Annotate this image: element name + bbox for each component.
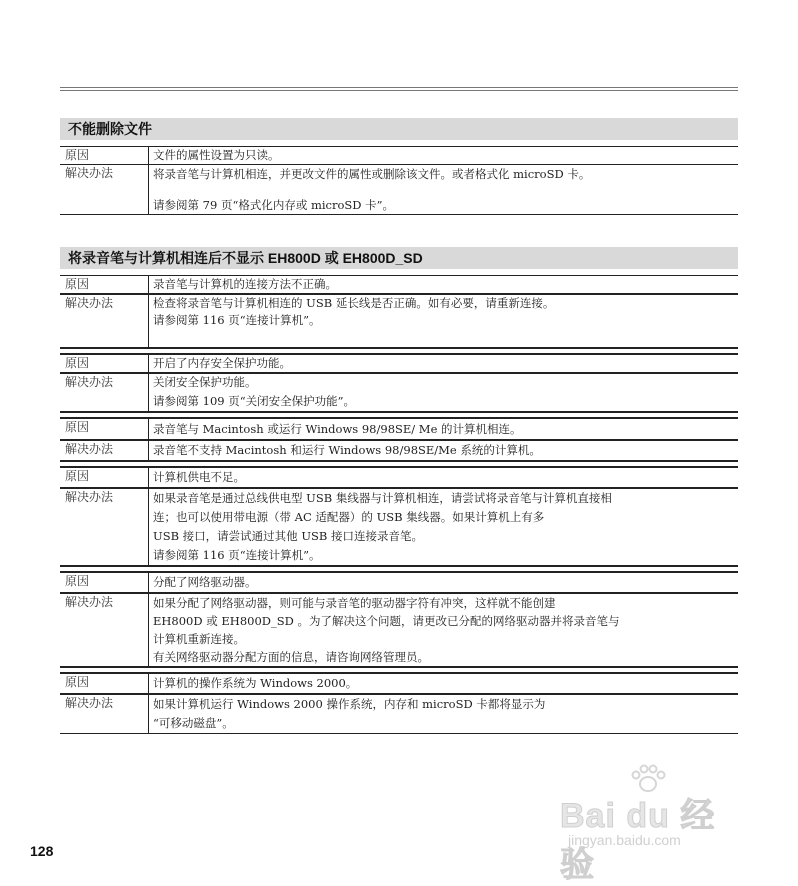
row-content: 关闭安全保护功能。 请参阅第 109 页“关闭安全保护功能”。 xyxy=(148,374,738,411)
row-label: 原因 xyxy=(65,356,90,370)
row-content: 检查将录音笔与计算机相连的 USB 延长线是否正确。如有必要，请重新连接。 请参阅第 116 页“连接计算机”。 xyxy=(148,295,738,347)
row-label: 原因 xyxy=(65,574,90,588)
row-content: 将录音笔与计算机相连，并更改文件的属性或删除该文件。或者格式化 microSD 卡。 请参阅第 79 页“格式化内存或 microSD 卡”。 xyxy=(148,165,738,214)
row-label: 原因 xyxy=(65,469,90,483)
table-not-displayed xyxy=(60,275,738,734)
table-row xyxy=(60,439,738,460)
table-row xyxy=(60,372,738,411)
table-row xyxy=(60,164,738,215)
table-row xyxy=(60,571,738,592)
row-content: 如果计算机运行 Windows 2000 操作系统，内存和 microSD 卡都将显示为 “可移动磁盘”。 xyxy=(148,695,738,733)
table-row xyxy=(60,693,738,734)
row-label: 解决办法 xyxy=(65,442,114,456)
table-row-end xyxy=(60,411,738,413)
page-number: 128 xyxy=(30,843,54,859)
table-row-end xyxy=(60,666,738,668)
table-row xyxy=(60,466,738,487)
row-content: 录音笔不支持 Macintosh 和运行 Windows 98/98SE/Me 系统的计算机。 xyxy=(148,441,738,460)
table-row xyxy=(60,353,738,372)
row-content: 分配了网络驱动器。 xyxy=(148,573,738,592)
top-rule-2 xyxy=(60,90,738,91)
table-row xyxy=(60,592,738,666)
row-content: 录音笔与 Macintosh 或运行 Windows 98/98SE/ Me 的计算机相连。 xyxy=(148,419,738,439)
table-row xyxy=(60,293,738,347)
row-content: 如果录音笔是通过总线供电型 USB 集线器与计算机相连，请尝试将录音笔与计算机直接相 连；也可以使用带电源（带 AC 适配器）的 USB 集线器。如果计算机上有多 USB 接口，请尝试通过其他 USB 接口连接录音笔。 请参阅第 116 页“连接计算机”。 xyxy=(148,489,738,565)
row-label: 解决办法 xyxy=(65,375,114,389)
row-content: 如果分配了网络驱动器，则可能与录音笔的驱动器字符有冲突，这样就不能创建 EH800D 或 EH800D_SD 。为了解决这个问题，请更改已分配的网络驱动器并将录音笔与 计算机重新连接。 有关网络驱动器分配方面的信息，请咨询网络管理员。 xyxy=(148,594,738,666)
row-label: 解决办法 xyxy=(65,595,114,609)
row-label: 解决办法 xyxy=(65,490,114,504)
row-label: 解决办法 xyxy=(65,166,114,180)
row-content: 计算机的操作系统为 Windows 2000。 xyxy=(148,674,738,693)
table-row xyxy=(60,275,738,293)
section-title-cannot-delete: 不能删除文件 xyxy=(60,118,738,140)
table-row-end xyxy=(60,347,738,349)
row-label: 原因 xyxy=(65,277,90,291)
watermark-url: jingyan.baidu.com xyxy=(568,832,681,848)
row-label: 解决办法 xyxy=(65,296,114,310)
table-row-end xyxy=(60,565,738,567)
row-content: 计算机供电不足。 xyxy=(148,468,738,487)
watermark-brand: Bai du 经验 xyxy=(560,797,716,884)
table-row xyxy=(60,146,738,164)
table-row xyxy=(60,487,738,565)
table-row xyxy=(60,672,738,693)
row-content: 录音笔与计算机的连接方法不正确。 xyxy=(148,276,738,293)
row-label: 原因 xyxy=(65,420,90,434)
top-rule-1 xyxy=(60,87,738,88)
row-content: 文件的属性设置为只读。 xyxy=(148,147,738,164)
row-label: 原因 xyxy=(65,675,90,689)
table-cannot-delete xyxy=(60,146,738,215)
baidu-watermark xyxy=(560,770,750,884)
row-label: 解决办法 xyxy=(65,696,114,710)
table-row-end xyxy=(60,460,738,462)
table-row xyxy=(60,417,738,439)
row-content: 开启了内存安全保护功能。 xyxy=(148,355,738,372)
section-title-not-displayed: 将录音笔与计算机相连后不显示 EH800D 或 EH800D_SD xyxy=(60,247,738,269)
row-label: 原因 xyxy=(65,148,90,162)
